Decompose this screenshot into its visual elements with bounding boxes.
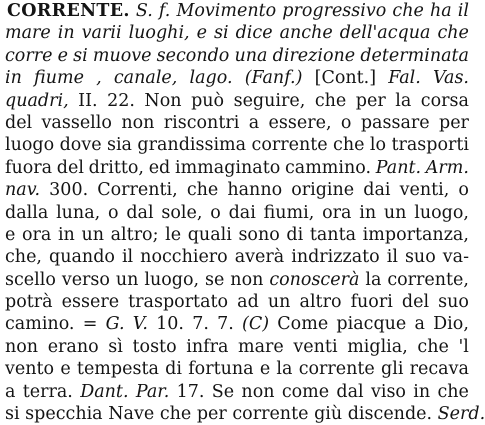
word: luogo (5, 135, 55, 156)
word: che (333, 135, 365, 156)
word: un (81, 224, 104, 245)
word: S. (135, 1, 153, 21)
word: cammino. (284, 157, 372, 178)
word: Movimento (176, 1, 277, 21)
word: (C) (242, 314, 270, 335)
word: tosto (132, 336, 177, 357)
text-line (5, 90, 469, 112)
word: quadri, (5, 90, 69, 111)
word: dove (59, 135, 102, 156)
text-line (5, 0, 469, 22)
word: terra. (22, 381, 73, 402)
word: tempesta (76, 359, 159, 380)
text-line (5, 134, 469, 156)
word: ed (148, 157, 171, 178)
headword: CORRENTE. (7, 1, 130, 21)
word: tanta (309, 224, 357, 245)
text-line (5, 358, 469, 380)
word: gli (381, 359, 404, 380)
word: 10. (156, 314, 184, 335)
text-line (5, 157, 469, 179)
word: sia (106, 135, 132, 156)
word: e (196, 23, 207, 44)
word: direzione (272, 45, 356, 66)
word: Arm. (425, 157, 469, 178)
word: o (210, 202, 221, 223)
word: averà (234, 247, 285, 268)
word: corrente (232, 404, 309, 425)
word: fiumi, (263, 202, 315, 223)
word: camino. (5, 314, 75, 335)
word: Dant. (80, 381, 129, 402)
word: mare (238, 336, 284, 357)
word: nocchiero (140, 247, 228, 268)
word: corrente (251, 135, 328, 156)
word: che, (5, 247, 42, 268)
word: Serd. (437, 404, 485, 425)
word: conoscerà (269, 269, 360, 290)
word: Correnti, (97, 180, 178, 201)
word: Vas. (432, 68, 469, 89)
word: in (5, 68, 22, 89)
word: Come (277, 314, 329, 335)
word: trasportato (128, 292, 229, 313)
word: il (121, 247, 134, 268)
word: lago. (189, 68, 233, 89)
text-line (5, 269, 469, 291)
word: anche (279, 23, 333, 44)
word: dell'acqua (339, 23, 431, 44)
word: altro; (110, 224, 159, 245)
word: in (57, 224, 75, 245)
word: per (439, 112, 469, 133)
word: non (230, 269, 264, 290)
word: non (241, 381, 275, 402)
word: fuora (5, 157, 53, 178)
word: muove (92, 45, 152, 66)
word: ha (429, 1, 452, 21)
word: , (96, 68, 102, 89)
word: corre (5, 45, 53, 66)
word: Dio, (433, 314, 469, 335)
word: secondo (156, 45, 230, 66)
word: determinata (360, 45, 469, 66)
word: mare (5, 23, 51, 44)
word: seguire, (233, 90, 306, 111)
word: 22. (107, 90, 135, 111)
word: Nave (108, 404, 155, 425)
word: dai (228, 202, 256, 223)
word: corrente (298, 359, 375, 380)
word: dalla (5, 202, 49, 223)
word: verso (61, 269, 110, 290)
text-line (5, 336, 469, 358)
word: trasporti (391, 135, 469, 156)
word: lo (369, 135, 387, 156)
word: V. (132, 314, 148, 335)
word: di (286, 224, 304, 245)
word: dritto, (88, 157, 144, 178)
word: come (281, 381, 330, 402)
word: sole, (161, 202, 203, 223)
word: 17. (176, 381, 205, 402)
word: per (355, 90, 386, 111)
text-line (5, 179, 469, 201)
word: o (108, 202, 119, 223)
word: fuori (350, 292, 393, 313)
word: fortuna (188, 359, 254, 380)
text-line (5, 224, 469, 246)
word: erano (47, 336, 99, 357)
word: a (5, 381, 16, 402)
word: dai (363, 180, 391, 201)
word: si (73, 45, 88, 66)
word: 7. (192, 314, 209, 335)
word: progressivo (282, 1, 387, 21)
text-line (5, 313, 469, 335)
word: specchia (25, 404, 103, 425)
text-line (5, 112, 469, 134)
word: venti (293, 336, 338, 357)
word: dal (126, 202, 154, 223)
word: immaginato (174, 157, 281, 178)
word: se (205, 269, 225, 290)
word: suo (404, 247, 436, 268)
word: va- (442, 247, 469, 268)
word: recava (409, 359, 469, 380)
word: e (60, 359, 71, 380)
word: = (82, 314, 98, 335)
word: infra (186, 336, 229, 357)
word: 300. (49, 180, 89, 201)
word: essere (61, 292, 120, 313)
text-line (5, 381, 469, 403)
word: in (413, 381, 431, 402)
word: nav. (5, 180, 41, 201)
word: 7. (217, 314, 234, 335)
word: vassello (41, 112, 112, 133)
word: giù (314, 404, 343, 425)
word: Se (211, 381, 235, 402)
word: un (267, 292, 291, 313)
dictionary-entry (5, 0, 485, 425)
word: passare (360, 112, 430, 133)
word: la (365, 269, 382, 290)
word: ora (322, 202, 352, 223)
word: riscontri (163, 112, 240, 133)
word: dal (336, 381, 364, 402)
word: che (417, 336, 449, 357)
word: che (159, 404, 192, 425)
word: indrizzato (291, 247, 380, 268)
word: vento (5, 359, 55, 380)
word: ora (21, 224, 52, 245)
word: suo (438, 292, 469, 313)
word: il (457, 1, 469, 21)
text-line (5, 67, 469, 89)
word: f. (158, 1, 171, 21)
word: discende. (347, 404, 433, 425)
entry-text-block (5, 0, 485, 425)
word: venti, (399, 180, 450, 201)
text-line (5, 22, 469, 44)
text-line (5, 403, 485, 425)
word: che (392, 1, 424, 21)
word: in (57, 23, 75, 44)
word: luoghi, (128, 23, 190, 44)
word: Fal. (388, 68, 421, 89)
word: scello (5, 269, 56, 290)
word: essere, (268, 112, 332, 133)
word: fiume (34, 68, 84, 89)
word: 'l (458, 336, 469, 357)
word: (Fanf.) (244, 68, 303, 89)
word: potrà (5, 292, 53, 313)
word: le (165, 224, 182, 245)
word: quando (49, 247, 115, 268)
text-line (5, 291, 469, 313)
word: corrente, (387, 269, 469, 290)
word: viso (370, 381, 406, 402)
word: luogo, (414, 202, 469, 223)
word: [Cont.] (314, 68, 377, 89)
word: il (386, 247, 398, 268)
word: e (259, 359, 271, 380)
word: e (5, 224, 16, 245)
word: importanza, (362, 224, 469, 245)
word: non (121, 112, 155, 133)
text-line (5, 202, 469, 224)
word: quali (187, 224, 232, 245)
word: del (56, 157, 84, 178)
word: o (458, 180, 469, 201)
word: sì (108, 336, 123, 357)
word: del (5, 112, 33, 133)
word: che (186, 180, 219, 201)
word: che (437, 23, 469, 44)
word: del (401, 292, 430, 313)
text-line (5, 246, 469, 268)
word: che (437, 381, 469, 402)
word: a (414, 314, 425, 335)
word: si (5, 404, 20, 425)
word: a (248, 112, 260, 133)
word: si (214, 23, 229, 44)
word: in (359, 202, 377, 223)
word: II. (78, 90, 98, 111)
word: luogo, (144, 269, 200, 290)
word: hanno (227, 180, 283, 201)
word: che (314, 90, 347, 111)
word: sono (238, 224, 280, 245)
word: miglia, (347, 336, 408, 357)
word: ad (237, 292, 259, 313)
word: corsa (420, 90, 469, 111)
word: e (57, 45, 68, 66)
word: una (234, 45, 268, 66)
word: origine (291, 180, 355, 201)
text-line (5, 45, 469, 67)
word: luna, (56, 202, 101, 223)
word: un (383, 202, 407, 223)
word: Non (144, 90, 182, 111)
word: non (5, 336, 39, 357)
word: Pant. (375, 157, 422, 178)
word: canale, (113, 68, 178, 89)
word: per (196, 404, 227, 425)
word: piacque (336, 314, 407, 335)
word: Par. (135, 381, 170, 402)
word: un (115, 269, 139, 290)
word: di (165, 359, 182, 380)
word: dice (235, 23, 273, 44)
word: la (276, 359, 293, 380)
word: o (340, 112, 352, 133)
word: varii (81, 23, 122, 44)
word: può (191, 90, 225, 111)
word: la (395, 90, 412, 111)
word: altro (299, 292, 342, 313)
word: G. (105, 314, 125, 335)
word: grandissima (137, 135, 247, 156)
